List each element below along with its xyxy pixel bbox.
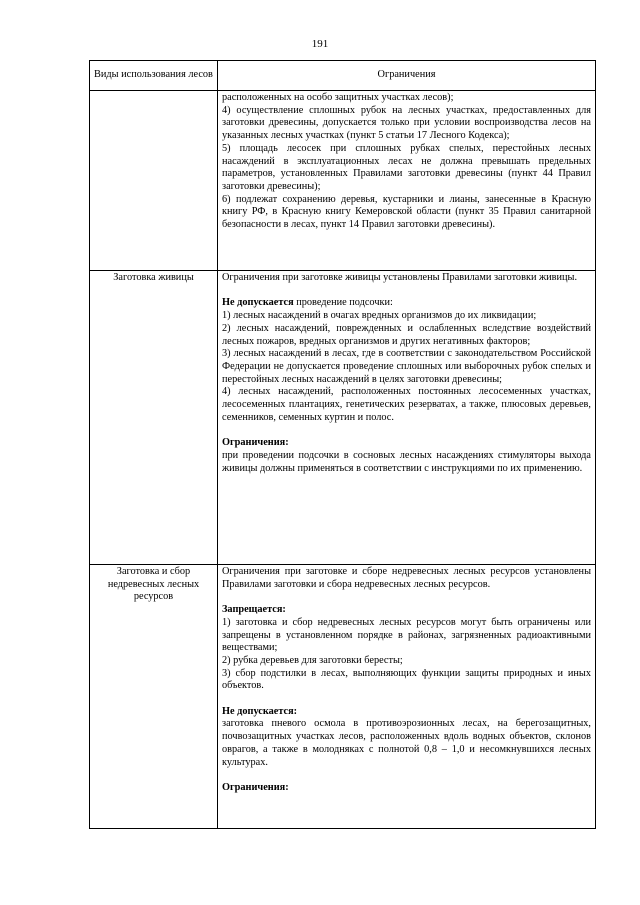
paragraph: 4) осуществление сплошных рубок на лесных участках, предоставленных для заготовки древесины, допускается только при условии воспроизводства лесов на указанных лесных участках (пункт 5 статьи 17 Лесного Кодекса); [222,104,591,142]
list-item: 4) лесных насаждений, расположенных постоянных лесосеменных участках, лесосеменных плантациях, генетических резерватах, а также, плюсовых деревьев, семенников, семенных куртин и полос. [222,386,591,423]
paragraph: расположенных на особо защитных участках лесов); [222,92,454,103]
table-header-row [90,61,596,91]
table-row [90,91,596,271]
list-item: 3) лесных насаждений в лесах, где в соответствии с законодательством Российской Федерации не допускается проведение сплошных или выборочных рубок спелых и перестойных лесных насаждений в целях заготовки древесины; [222,348,591,385]
bold-heading: Ограничения: [222,437,289,449]
list-item: 1) заготовка и сбор недревесных лесных ресурсов могут быть ограничены или запрещены в установленном порядке в районах, загрязненных радиоактивными веществами; [222,616,591,654]
forest-use-cell: Заготовка живицы [90,271,218,565]
restrictions-table [89,60,596,829]
list-item: 2) лесных насаждений, поврежденных и ослабленных вследствие воздействий лесных пожаров, вредных организмов и других негативных факторов; [222,322,591,347]
bold-heading: Ограничения: [222,781,289,793]
restrictions-cell [218,565,596,829]
header-restrictions: Ограничения [218,61,596,91]
header-forest-use: Виды использования лесов [90,61,218,91]
list-item: 1) лесных насаждений в очагах вредных организмов до их ликвидации; [222,310,537,322]
page-number: 191 [311,38,329,50]
bold-heading: Не допускается [222,297,294,309]
paragraph [222,706,591,719]
bold-heading: Не допускается: [222,705,298,717]
list-item: 3) сбор подстилки в лесах, выполняющих функции защиты природных и иных объектов. [222,667,591,692]
paragraph: Ограничения при заготовке живицы установлены Правилами заготовки живицы. [222,272,578,283]
paragraph: при проведении подсочки в сосновых лесных насаждениях стимуляторы выхода живицы должны применяться в соответствии с инструкциями по их применению. [222,449,591,474]
table-row [90,271,596,565]
paragraph [222,297,591,310]
list-item: 2) рубка деревьев для заготовки бересты; [222,654,403,666]
paragraph [222,437,591,450]
paragraph [222,604,591,617]
paragraph: Ограничения при заготовке и сборе недревесных лесных ресурсов установлены Правилами заготовки и сбора недревесных лесных ресурсов. [222,566,591,590]
restrictions-cell [218,91,596,271]
restrictions-cell [218,271,596,565]
paragraph [222,782,591,795]
forest-use-cell: Заготовка и сбор недревесных лесных ресурсов [90,565,218,829]
forest-use-cell [90,91,218,271]
paragraph: 5) площадь лесосек при сплошных рубках спелых, перестойных лесных насаждений в эксплуатационных лесах не должна превышать предельных параметров, установленных Правилами заготовки древесины (пункт 44 Правил заготовки древесины); [222,142,591,192]
heading-rest: проведение подсочки: [293,297,393,309]
paragraph: заготовка пневого осмола в противоэрозионных лесах, на берегозащитных, почвозащитных участках лесов, расположенных вдоль водных объектов, склонов оврагов, а также в молодняках с полнотой 0,8 – 1,0 и несомкнувшихся лесных культурах. [222,718,591,768]
bold-heading: Запрещается: [222,604,286,616]
paragraph: 6) подлежат сохранению деревья, кустарники и лианы, занесенные в Красную книгу РФ, в Красную книгу Кемеровской области (пункт 35 Правил санитарной безопасности в лесах, пункт 14 Правил заготовки древесины). [222,193,591,231]
table-row [90,565,596,829]
